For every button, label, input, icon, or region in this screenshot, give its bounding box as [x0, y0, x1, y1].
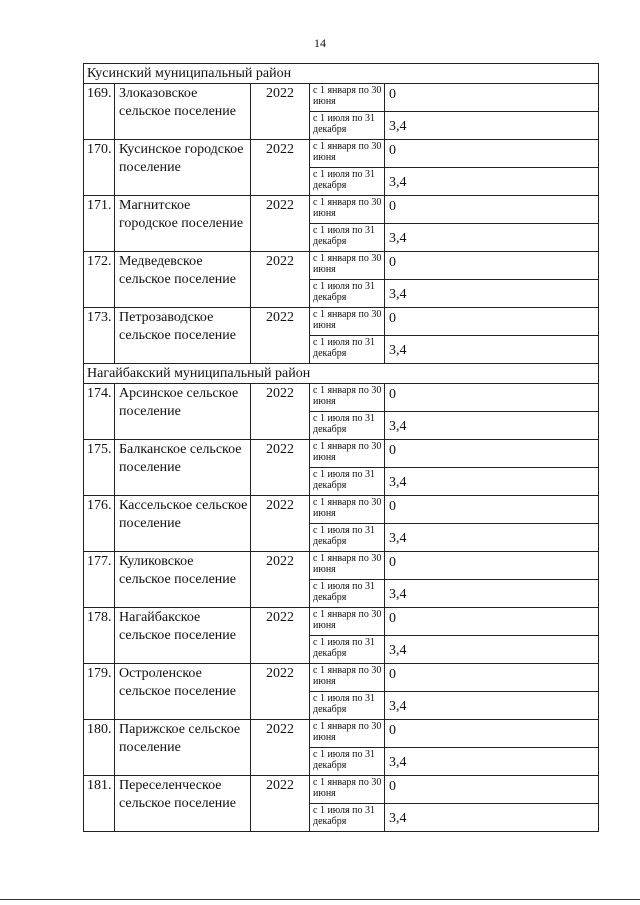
rate-cell: 0: [385, 720, 599, 748]
year-cell: 2022: [251, 496, 310, 552]
row-number: 174.: [84, 384, 115, 440]
row-number: 178.: [84, 608, 115, 664]
year-cell: 2022: [251, 776, 310, 832]
period-cell: с 1 января по 30 июня: [310, 384, 385, 412]
table-row: [84, 252, 599, 280]
period-cell: с 1 января по 30 июня: [310, 552, 385, 580]
section-header-row: [84, 64, 599, 84]
year-cell: 2022: [251, 720, 310, 776]
settlement-name: Парижское сельское поселение: [115, 720, 251, 776]
settlement-name: Куликовское сельское поселение: [115, 552, 251, 608]
table-row: [84, 308, 599, 336]
rate-cell: 0: [385, 140, 599, 168]
rate-cell: 0: [385, 384, 599, 412]
rate-cell: 3,4: [385, 580, 599, 608]
rate-cell: 3,4: [385, 636, 599, 664]
settlement-name: Кусинское городское поселение: [115, 140, 251, 196]
table-row: [84, 720, 599, 748]
year-cell: 2022: [251, 552, 310, 608]
settlement-name: Петрозаводское сельское поселение: [115, 308, 251, 364]
section-title: Кусинский муниципальный район: [84, 64, 599, 84]
table-row: [84, 664, 599, 692]
period-cell: с 1 июля по 31 декабря: [310, 748, 385, 776]
table-row: [84, 196, 599, 224]
year-cell: 2022: [251, 440, 310, 496]
rate-cell: 3,4: [385, 468, 599, 496]
period-cell: с 1 января по 30 июня: [310, 776, 385, 804]
table-row: [84, 440, 599, 468]
rate-cell: 0: [385, 608, 599, 636]
table-row: [84, 140, 599, 168]
page-number: 14: [314, 36, 326, 50]
row-number: 177.: [84, 552, 115, 608]
row-number: 171.: [84, 196, 115, 252]
row-number: 175.: [84, 440, 115, 496]
section-header-row: [84, 364, 599, 384]
period-cell: с 1 января по 30 июня: [310, 608, 385, 636]
rate-cell: 3,4: [385, 804, 599, 832]
period-cell: с 1 января по 30 июня: [310, 496, 385, 524]
settlement-name: Кассельское сельское поселение: [115, 496, 251, 552]
row-number: 180.: [84, 720, 115, 776]
period-cell: с 1 января по 30 июня: [310, 140, 385, 168]
table-row: [84, 496, 599, 524]
year-cell: 2022: [251, 84, 310, 140]
row-number: 172.: [84, 252, 115, 308]
year-cell: 2022: [251, 252, 310, 308]
rate-cell: 0: [385, 196, 599, 224]
period-cell: с 1 января по 30 июня: [310, 196, 385, 224]
rate-cell: 0: [385, 252, 599, 280]
period-cell: с 1 июля по 31 декабря: [310, 280, 385, 308]
rate-cell: 3,4: [385, 748, 599, 776]
row-number: 169.: [84, 84, 115, 140]
rate-cell: 0: [385, 664, 599, 692]
tax-rate-table: [83, 63, 599, 832]
rate-cell: 3,4: [385, 224, 599, 252]
rate-cell: 3,4: [385, 412, 599, 440]
period-cell: с 1 января по 30 июня: [310, 308, 385, 336]
year-cell: 2022: [251, 384, 310, 440]
year-cell: 2022: [251, 664, 310, 720]
page-bottom-rule: [0, 899, 640, 900]
settlement-name: Балканское сельское поселение: [115, 440, 251, 496]
table-row: [84, 84, 599, 112]
period-cell: с 1 января по 30 июня: [310, 440, 385, 468]
row-number: 181.: [84, 776, 115, 832]
period-cell: с 1 июля по 31 декабря: [310, 580, 385, 608]
rate-cell: 3,4: [385, 336, 599, 364]
year-cell: 2022: [251, 308, 310, 364]
period-cell: с 1 июля по 31 декабря: [310, 524, 385, 552]
period-cell: с 1 января по 30 июня: [310, 720, 385, 748]
row-number: 176.: [84, 496, 115, 552]
period-cell: с 1 июля по 31 декабря: [310, 636, 385, 664]
year-cell: 2022: [251, 608, 310, 664]
rate-cell: 0: [385, 552, 599, 580]
year-cell: 2022: [251, 196, 310, 252]
period-cell: с 1 июля по 31 декабря: [310, 692, 385, 720]
settlement-name: Переселенческое сельское поселение: [115, 776, 251, 832]
year-cell: 2022: [251, 140, 310, 196]
rate-cell: 0: [385, 84, 599, 112]
period-cell: с 1 января по 30 июня: [310, 252, 385, 280]
period-cell: с 1 января по 30 июня: [310, 664, 385, 692]
period-cell: с 1 июля по 31 декабря: [310, 336, 385, 364]
rate-cell: 3,4: [385, 692, 599, 720]
section-title: Нагайбакский муниципальный район: [84, 364, 599, 384]
rate-cell: 0: [385, 308, 599, 336]
period-cell: с 1 июля по 31 декабря: [310, 168, 385, 196]
period-cell: с 1 января по 30 июня: [310, 84, 385, 112]
table-row: [84, 608, 599, 636]
rate-cell: 3,4: [385, 280, 599, 308]
settlement-name: Нагайбакское сельское поселение: [115, 608, 251, 664]
rate-cell: 0: [385, 496, 599, 524]
period-cell: с 1 июля по 31 декабря: [310, 112, 385, 140]
period-cell: с 1 июля по 31 декабря: [310, 468, 385, 496]
rate-cell: 0: [385, 776, 599, 804]
rate-cell: 3,4: [385, 524, 599, 552]
rate-cell: 3,4: [385, 112, 599, 140]
period-cell: с 1 июля по 31 декабря: [310, 224, 385, 252]
settlement-name: Магнитское городское поселение: [115, 196, 251, 252]
row-number: 170.: [84, 140, 115, 196]
settlement-name: Медведевское сельское поселение: [115, 252, 251, 308]
table-row: [84, 384, 599, 412]
settlement-name: Остроленское сельское поселение: [115, 664, 251, 720]
table-row: [84, 552, 599, 580]
settlement-name: Арсинское сельское поселение: [115, 384, 251, 440]
period-cell: с 1 июля по 31 декабря: [310, 804, 385, 832]
rate-cell: 3,4: [385, 168, 599, 196]
settlement-name: Злоказовское сельское поселение: [115, 84, 251, 140]
period-cell: с 1 июля по 31 декабря: [310, 412, 385, 440]
table-row: [84, 776, 599, 804]
row-number: 173.: [84, 308, 115, 364]
rate-cell: 0: [385, 440, 599, 468]
row-number: 179.: [84, 664, 115, 720]
